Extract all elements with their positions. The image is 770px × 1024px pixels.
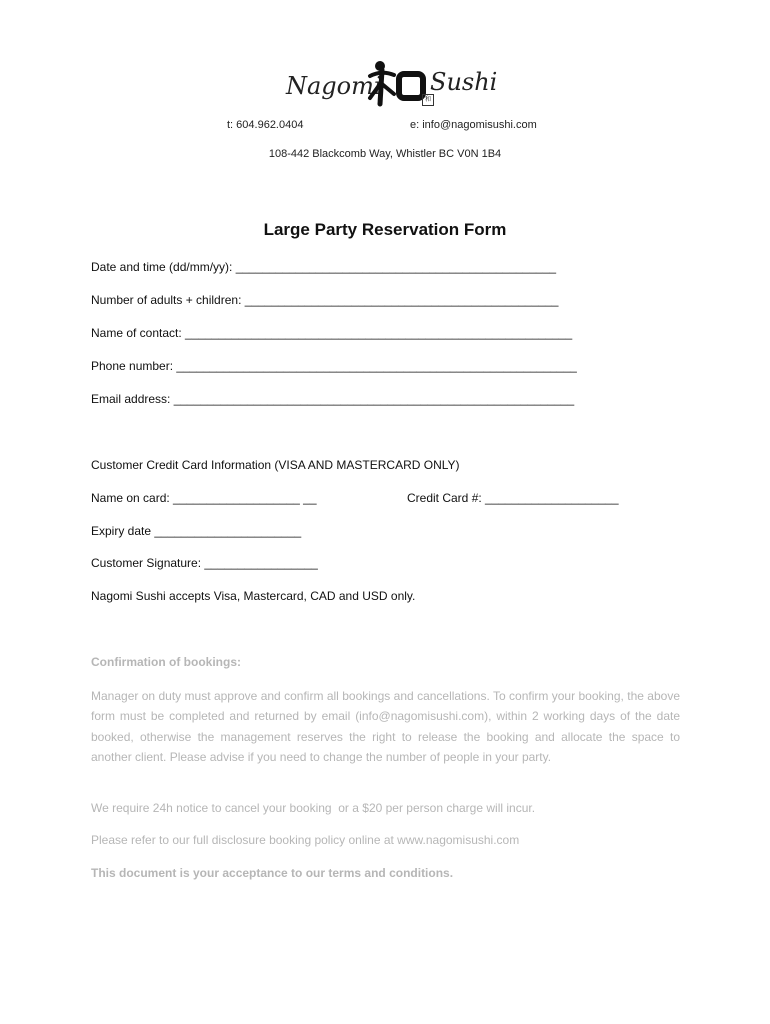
accepted-cards-note: Nagomi Sushi accepts Visa, Mastercard, CAD and USD only.	[91, 589, 416, 603]
policy-reference: Please refer to our full disclosure booking policy online at www.nagomisushi.com	[91, 833, 520, 847]
contact-name-field[interactable]: Name of contact: __________________________________________________________	[91, 326, 573, 340]
logo-seal: 和	[422, 94, 434, 106]
logo-calligraphy-icon	[366, 58, 428, 108]
acceptance-statement: This document is your acceptance to our terms and conditions.	[91, 866, 454, 880]
email-address-field[interactable]: Email address: ____________________________________________________________	[91, 392, 575, 406]
terms-paragraph: Manager on duty must approve and confirm all bookings and cancellations. To confirm your booking, the above form must be completed and returned by email (info@nagomisushi.com), within 2 working days of the date booked, otherwise the management reserves the right to release the booking and allocate the space to another client. Please advise if you need to change the number of people in your party.	[91, 689, 680, 764]
phone-number-field[interactable]: Phone number: ____________________________________________________________	[91, 359, 577, 373]
name-on-card-field[interactable]: Name on card: ___________________ __	[91, 491, 317, 505]
cancellation-notice: We require 24h notice to cancel your booking or a $20 per person charge will incur.	[91, 801, 536, 815]
contact-address: 108-442 Blackcomb Way, Whistler BC V0N 1B4	[268, 148, 502, 160]
credit-card-heading: Customer Credit Card Information (VISA AND MASTERCARD ONLY)	[91, 458, 460, 472]
contact-phone: t: 604.962.0404	[227, 119, 304, 131]
logo-name-left: Nagomi	[286, 72, 382, 100]
signature-field[interactable]: Customer Signature: _________________	[91, 556, 318, 570]
nagomi-sushi-logo	[282, 58, 498, 108]
contact-email: e: info@nagomisushi.com	[410, 119, 537, 131]
logo-name-right: Sushi	[430, 68, 498, 96]
date-time-field[interactable]: Date and time (dd/mm/yy): ________________________________________________	[91, 260, 557, 274]
credit-card-number-field[interactable]: Credit Card #: ____________________	[407, 491, 619, 505]
terms-heading: Confirmation of bookings:	[91, 655, 241, 669]
expiry-date-field[interactable]: Expiry date ______________________	[91, 524, 302, 538]
party-size-field[interactable]: Number of adults + children: _______________________________________________	[91, 293, 559, 307]
form-title: Large Party Reservation Form	[263, 220, 507, 239]
